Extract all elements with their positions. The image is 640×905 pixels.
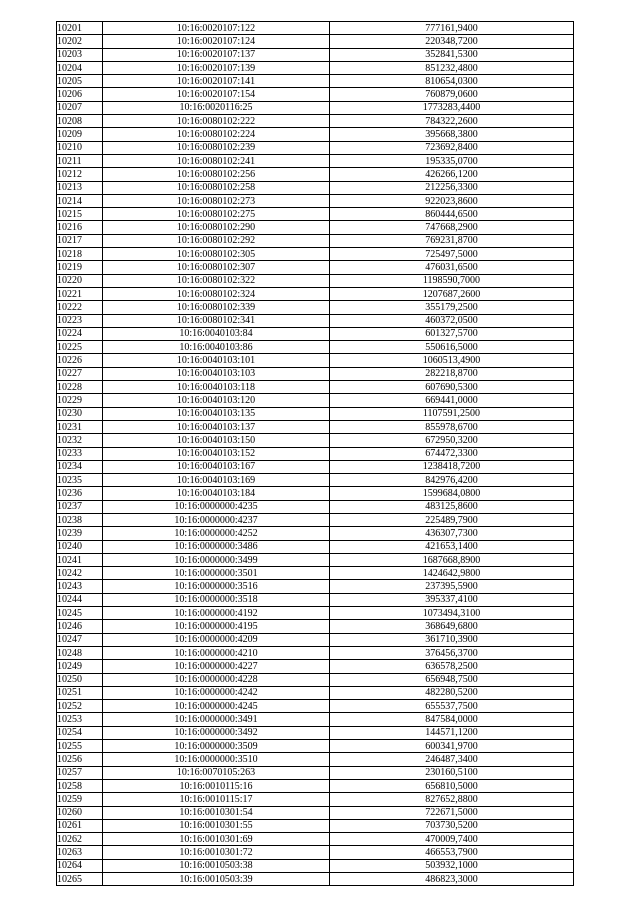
table-row [57,740,574,753]
table-row [57,846,574,859]
cadastral-value-cell: 674472,3300 [330,447,574,460]
cadastral-value-cell: 655537,7500 [330,700,574,713]
row-number-cell: 10225 [57,341,103,354]
table-row [57,646,574,659]
cadastral-value-cell: 922023,8600 [330,194,574,207]
cadastral-number-cell: 10:16:0040103:135 [103,407,330,420]
table-row [57,35,574,48]
cadastral-value-cell: 723692,8400 [330,141,574,154]
table-row [57,274,574,287]
cadastral-number-cell: 10:16:0000000:4195 [103,620,330,633]
cadastral-value-cell: 395668,3800 [330,128,574,141]
row-number-cell: 10235 [57,474,103,487]
row-number-cell: 10256 [57,753,103,766]
cadastral-number-cell: 10:16:0000000:4227 [103,660,330,673]
cadastral-value-cell: 784322,2600 [330,115,574,128]
table-row [57,513,574,526]
cadastral-number-cell: 10:16:0040103:86 [103,341,330,354]
cadastral-value-cell: 466553,7900 [330,846,574,859]
cadastral-number-cell: 10:16:0080102:222 [103,115,330,128]
row-number-cell: 10209 [57,128,103,141]
table-row [57,75,574,88]
row-number-cell: 10246 [57,620,103,633]
cadastral-number-cell: 10:16:0040103:169 [103,474,330,487]
row-number-cell: 10228 [57,381,103,394]
table-row [57,327,574,340]
cadastral-number-cell: 10:16:0000000:4235 [103,500,330,513]
cadastral-value-cell: 703730,5200 [330,819,574,832]
table-row [57,500,574,513]
cadastral-value-cell: 503932,1000 [330,859,574,872]
table-row [57,234,574,247]
cadastral-value-cell: 220348,7200 [330,35,574,48]
row-number-cell: 10231 [57,420,103,433]
table-row [57,154,574,167]
cadastral-number-cell: 10:16:0040103:137 [103,420,330,433]
cadastral-number-cell: 10:16:0010301:72 [103,846,330,859]
cadastral-value-cell: 195335,0700 [330,154,574,167]
row-number-cell: 10227 [57,367,103,380]
table-row [57,248,574,261]
cadastral-value-cell: 361710,3900 [330,633,574,646]
cadastral-number-cell: 10:16:0000000:3516 [103,580,330,593]
cadastral-number-cell: 10:16:0080102:341 [103,314,330,327]
cadastral-number-cell: 10:16:0000000:3518 [103,593,330,606]
cadastral-value-cell: 246487,3400 [330,753,574,766]
cadastral-number-cell: 10:16:0040103:167 [103,460,330,473]
cadastral-number-cell: 10:16:0020107:154 [103,88,330,101]
table-row [57,128,574,141]
cadastral-value-cell: 607690,5300 [330,381,574,394]
row-number-cell: 10215 [57,208,103,221]
table-row [57,434,574,447]
cadastral-value-cell: 722671,5000 [330,806,574,819]
cadastral-value-cell: 1773283,4400 [330,101,574,114]
cadastral-number-cell: 10:16:0000000:4245 [103,700,330,713]
cadastral-value-cell: 725497,5000 [330,248,574,261]
table-row [57,593,574,606]
row-number-cell: 10243 [57,580,103,593]
table-row [57,194,574,207]
row-number-cell: 10224 [57,327,103,340]
cadastral-value-cell: 1073494,3100 [330,607,574,620]
cadastral-number-cell: 10:16:0010301:69 [103,833,330,846]
cadastral-value-cell: 636578,2500 [330,660,574,673]
table-row [57,766,574,779]
cadastral-value-cell: 421653,1400 [330,540,574,553]
table-row [57,833,574,846]
table-row [57,527,574,540]
row-number-cell: 10240 [57,540,103,553]
table-row [57,287,574,300]
cadastral-value-cell: 1238418,7200 [330,460,574,473]
table-row [57,633,574,646]
cadastral-number-cell: 10:16:0000000:4252 [103,527,330,540]
table-row [57,580,574,593]
cadastral-number-cell: 10:16:0020107:139 [103,61,330,74]
cadastral-value-cell: 225489,7900 [330,513,574,526]
row-number-cell: 10255 [57,740,103,753]
cadastral-value-cell: 237395,5900 [330,580,574,593]
table-row [57,487,574,500]
cadastral-value-cell: 827652,8800 [330,793,574,806]
cadastral-number-cell: 10:16:0080102:256 [103,168,330,181]
cadastral-value-cell: 1599684,0800 [330,487,574,500]
table-row [57,607,574,620]
cadastral-value-cell: 1687668,8900 [330,553,574,566]
row-number-cell: 10234 [57,460,103,473]
table-body [57,22,574,886]
row-number-cell: 10216 [57,221,103,234]
row-number-cell: 10220 [57,274,103,287]
cadastral-value-cell: 436307,7300 [330,527,574,540]
row-number-cell: 10211 [57,154,103,167]
cadastral-number-cell: 10:16:0010115:17 [103,793,330,806]
cadastral-value-cell: 482280,5200 [330,686,574,699]
cadastral-number-cell: 10:16:0020107:122 [103,22,330,35]
cadastral-number-cell: 10:16:0080102:290 [103,221,330,234]
table-row [57,447,574,460]
cadastral-number-cell: 10:16:0080102:305 [103,248,330,261]
table-row [57,753,574,766]
row-number-cell: 10222 [57,301,103,314]
cadastral-number-cell: 10:16:0040103:118 [103,381,330,394]
cadastral-value-cell: 672950,3200 [330,434,574,447]
table-row [57,407,574,420]
row-number-cell: 10265 [57,873,103,886]
cadastral-value-cell: 376456,3700 [330,646,574,659]
row-number-cell: 10262 [57,833,103,846]
cadastral-number-cell: 10:16:0000000:4210 [103,646,330,659]
cadastral-number-cell: 10:16:0020107:141 [103,75,330,88]
cadastral-value-cell: 426266,1200 [330,168,574,181]
cadastral-number-cell: 10:16:0000000:3509 [103,740,330,753]
table-row [57,620,574,633]
row-number-cell: 10201 [57,22,103,35]
cadastral-value-cell: 600341,9700 [330,740,574,753]
table-row [57,394,574,407]
row-number-cell: 10242 [57,567,103,580]
cadastral-number-cell: 10:16:0000000:4209 [103,633,330,646]
table-row [57,141,574,154]
cadastral-value-cell: 669441,0000 [330,394,574,407]
row-number-cell: 10251 [57,686,103,699]
row-number-cell: 10260 [57,806,103,819]
row-number-cell: 10219 [57,261,103,274]
row-number-cell: 10202 [57,35,103,48]
row-number-cell: 10264 [57,859,103,872]
row-number-cell: 10238 [57,513,103,526]
cadastral-value-cell: 1424642,9800 [330,567,574,580]
cadastral-number-cell: 10:16:0080102:307 [103,261,330,274]
row-number-cell: 10230 [57,407,103,420]
row-number-cell: 10208 [57,115,103,128]
cadastral-value-cell: 355179,2500 [330,301,574,314]
cadastral-value-cell: 460372,0500 [330,314,574,327]
cadastral-value-cell: 230160,5100 [330,766,574,779]
row-number-cell: 10247 [57,633,103,646]
row-number-cell: 10205 [57,75,103,88]
row-number-cell: 10218 [57,248,103,261]
cadastral-value-cell: 395337,4100 [330,593,574,606]
cadastral-value-cell: 860444,6500 [330,208,574,221]
row-number-cell: 10232 [57,434,103,447]
table-row [57,168,574,181]
row-number-cell: 10257 [57,766,103,779]
cadastral-value-cell: 470009,7400 [330,833,574,846]
row-number-cell: 10249 [57,660,103,673]
cadastral-number-cell: 10:16:0080102:258 [103,181,330,194]
table-row [57,567,574,580]
cadastral-value-cell: 476031,6500 [330,261,574,274]
cadastral-value-cell: 851232,4800 [330,61,574,74]
cadastral-number-cell: 10:16:0000000:3492 [103,726,330,739]
table-row [57,420,574,433]
row-number-cell: 10223 [57,314,103,327]
cadastral-value-cell: 352841,5300 [330,48,574,61]
cadastral-value-cell: 1198590,7000 [330,274,574,287]
table-row [57,859,574,872]
cadastral-number-cell: 10:16:0010301:54 [103,806,330,819]
cadastral-number-cell: 10:16:0040103:184 [103,487,330,500]
row-number-cell: 10258 [57,779,103,792]
table-row [57,115,574,128]
cadastral-number-cell: 10:16:0020107:137 [103,48,330,61]
cadastral-number-cell: 10:16:0080102:224 [103,128,330,141]
row-number-cell: 10250 [57,673,103,686]
row-number-cell: 10233 [57,447,103,460]
cadastral-number-cell: 10:16:0040103:101 [103,354,330,367]
table-row [57,22,574,35]
cadastral-number-cell: 10:16:0080102:324 [103,287,330,300]
row-number-cell: 10245 [57,607,103,620]
table-row [57,88,574,101]
row-number-cell: 10207 [57,101,103,114]
cadastral-value-table [56,21,574,886]
cadastral-number-cell: 10:16:0040103:84 [103,327,330,340]
row-number-cell: 10239 [57,527,103,540]
table-row [57,779,574,792]
cadastral-value-cell: 810654,0300 [330,75,574,88]
table-row [57,474,574,487]
cadastral-number-cell: 10:16:0010115:16 [103,779,330,792]
cadastral-number-cell: 10:16:0000000:3501 [103,567,330,580]
cadastral-number-cell: 10:16:0080102:322 [103,274,330,287]
row-number-cell: 10213 [57,181,103,194]
cadastral-number-cell: 10:16:0000000:3510 [103,753,330,766]
cadastral-number-cell: 10:16:0000000:4228 [103,673,330,686]
cadastral-number-cell: 10:16:0040103:120 [103,394,330,407]
row-number-cell: 10254 [57,726,103,739]
cadastral-number-cell: 10:16:0020116:25 [103,101,330,114]
cadastral-value-cell: 486823,3000 [330,873,574,886]
table-row [57,793,574,806]
table-row [57,314,574,327]
cadastral-value-cell: 747668,2900 [330,221,574,234]
table-row [57,713,574,726]
cadastral-number-cell: 10:16:0000000:3499 [103,553,330,566]
cadastral-value-cell: 777161,9400 [330,22,574,35]
table-row [57,48,574,61]
table-row [57,301,574,314]
table-row [57,540,574,553]
cadastral-number-cell: 10:16:0020107:124 [103,35,330,48]
cadastral-number-cell: 10:16:0080102:239 [103,141,330,154]
row-number-cell: 10203 [57,48,103,61]
row-number-cell: 10210 [57,141,103,154]
cadastral-value-cell: 656810,5000 [330,779,574,792]
row-number-cell: 10261 [57,819,103,832]
cadastral-number-cell: 10:16:0010503:38 [103,859,330,872]
cadastral-value-cell: 842976,4200 [330,474,574,487]
table-row [57,354,574,367]
table-row [57,673,574,686]
table-row [57,700,574,713]
cadastral-number-cell: 10:16:0010503:39 [103,873,330,886]
cadastral-number-cell: 10:16:0000000:4237 [103,513,330,526]
table-row [57,261,574,274]
cadastral-value-cell: 144571,1200 [330,726,574,739]
cadastral-value-cell: 282218,8700 [330,367,574,380]
row-number-cell: 10217 [57,234,103,247]
cadastral-value-cell: 483125,8600 [330,500,574,513]
row-number-cell: 10229 [57,394,103,407]
cadastral-number-cell: 10:16:0000000:3491 [103,713,330,726]
table-row [57,341,574,354]
row-number-cell: 10236 [57,487,103,500]
cadastral-value-cell: 1207687,2600 [330,287,574,300]
cadastral-number-cell: 10:16:0080102:275 [103,208,330,221]
row-number-cell: 10244 [57,593,103,606]
table-row [57,686,574,699]
table-row [57,553,574,566]
cadastral-value-cell: 760879,0600 [330,88,574,101]
row-number-cell: 10206 [57,88,103,101]
row-number-cell: 10259 [57,793,103,806]
table-row [57,460,574,473]
cadastral-number-cell: 10:16:0070105:263 [103,766,330,779]
cadastral-value-cell: 1107591,2500 [330,407,574,420]
cadastral-value-cell: 656948,7500 [330,673,574,686]
row-number-cell: 10248 [57,646,103,659]
cadastral-number-cell: 10:16:0000000:3486 [103,540,330,553]
cadastral-number-cell: 10:16:0080102:339 [103,301,330,314]
cadastral-number-cell: 10:16:0080102:292 [103,234,330,247]
cadastral-value-cell: 601327,5700 [330,327,574,340]
table-row [57,61,574,74]
row-number-cell: 10252 [57,700,103,713]
table-row [57,819,574,832]
row-number-cell: 10237 [57,500,103,513]
table-row [57,221,574,234]
cadastral-value-cell: 368649,6800 [330,620,574,633]
row-number-cell: 10241 [57,553,103,566]
row-number-cell: 10221 [57,287,103,300]
cadastral-number-cell: 10:16:0080102:241 [103,154,330,167]
row-number-cell: 10263 [57,846,103,859]
table-row [57,806,574,819]
table-row [57,101,574,114]
table-row [57,873,574,886]
row-number-cell: 10253 [57,713,103,726]
row-number-cell: 10214 [57,194,103,207]
document-page [56,21,570,886]
table-row [57,367,574,380]
cadastral-value-cell: 1060513,4900 [330,354,574,367]
cadastral-value-cell: 550616,5000 [330,341,574,354]
table-row [57,181,574,194]
cadastral-number-cell: 10:16:0000000:4192 [103,607,330,620]
row-number-cell: 10204 [57,61,103,74]
cadastral-number-cell: 10:16:0080102:273 [103,194,330,207]
cadastral-number-cell: 10:16:0000000:4242 [103,686,330,699]
cadastral-number-cell: 10:16:0040103:103 [103,367,330,380]
cadastral-number-cell: 10:16:0040103:152 [103,447,330,460]
cadastral-number-cell: 10:16:0040103:150 [103,434,330,447]
table-row [57,208,574,221]
cadastral-number-cell: 10:16:0010301:55 [103,819,330,832]
table-row [57,381,574,394]
table-row [57,660,574,673]
cadastral-value-cell: 769231,8700 [330,234,574,247]
cadastral-value-cell: 847584,0000 [330,713,574,726]
row-number-cell: 10226 [57,354,103,367]
row-number-cell: 10212 [57,168,103,181]
cadastral-value-cell: 212256,3300 [330,181,574,194]
cadastral-value-cell: 855978,6700 [330,420,574,433]
table-row [57,726,574,739]
